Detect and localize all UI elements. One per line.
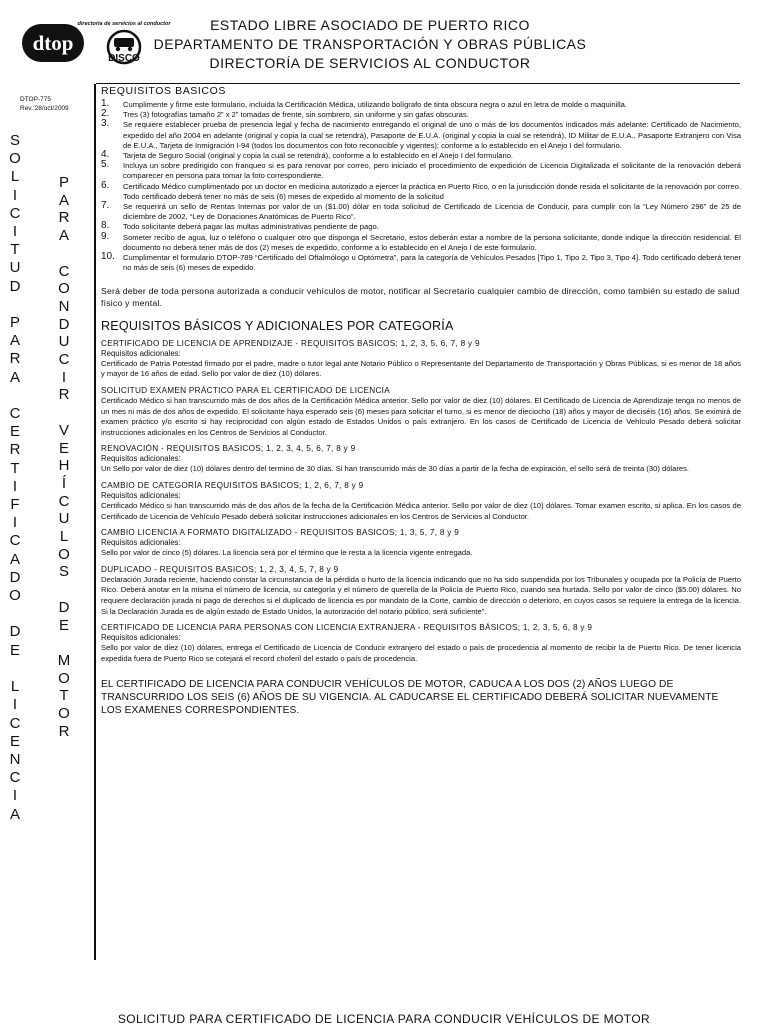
vertical-title-1-letter xyxy=(4,660,26,678)
vertical-title-1-letter: O xyxy=(9,150,21,168)
vertical-title-1-letter: L xyxy=(10,678,20,696)
category-label: Requisitos adicionales: xyxy=(101,454,181,464)
vertical-title-1-letter: A xyxy=(9,805,20,823)
vertical-title-2-letter: T xyxy=(59,687,69,705)
category-block xyxy=(101,338,741,380)
vertical-title-2-letter: S xyxy=(58,563,69,581)
requirement-number: 3. xyxy=(101,118,110,130)
requirement-item xyxy=(101,120,741,151)
vertical-title-1-letter xyxy=(4,605,26,623)
vertical-title-1-letter: T xyxy=(10,459,20,477)
category-title: CERTIFICADO DE LICENCIA PARA PERSONAS CON LICENCIA EXTRANJERA - REQUISITOS BÁSICOS; 1, 2, 3, 5, 6, 8 y 9 xyxy=(101,623,593,633)
vertical-title-1-letter: I xyxy=(12,186,18,204)
vertical-title-1-letter: A xyxy=(9,332,20,350)
category-title: DUPLICADO - REQUISITOS BASICOS; 1, 2, 3, 4, 5, 7, 8 y 9 xyxy=(101,564,339,574)
vertical-title-1-letter: I xyxy=(12,223,18,241)
vertical-title-1-letter: S xyxy=(9,132,20,149)
vertical-title-1-letter: A xyxy=(9,368,20,386)
vertical-title-1-letter: F xyxy=(10,496,20,514)
requirement-number: 8. xyxy=(101,220,110,232)
vertical-title-1-letter: N xyxy=(9,750,21,768)
form-number: DTOP-775 xyxy=(20,96,51,103)
form-revision: Rev. 28/oct/2009 xyxy=(20,105,69,112)
vertical-title-2-letter: I xyxy=(61,368,67,386)
requirement-item xyxy=(101,202,741,222)
requirement-text: Someter recibo de agua, luz o teléfono o cualquier otro que disponga el Secretario, estos deberán estar a nombre de la persona solicitante, donde indique la dirección residencial. El documento no deberá tener más de dos (2) meses de expedido, conforme a lo establecido en el Anejo I de este formulario. xyxy=(123,232,741,252)
vertical-title-2-letter: P xyxy=(58,174,69,191)
vertical-title-1-letter: D xyxy=(9,277,21,295)
title-line-2: DEPARTAMENTO DE TRANSPORTACIÓN Y OBRAS PÚBLICAS xyxy=(153,36,587,52)
page-footer: SOLICITUD PARA CERTIFICADO DE LICENCIA PARA CONDUCIR VEHÍCULOS DE MOTOR xyxy=(117,1012,651,1026)
category-list xyxy=(101,338,741,665)
vertical-title-1-letter: R xyxy=(9,441,21,459)
requirement-number: 5. xyxy=(101,159,110,171)
vertical-title-1-letter: U xyxy=(9,259,21,277)
requirement-item xyxy=(101,110,741,120)
category-body: Certificado Médico si han transcurrido más de dos años de la Certificación Médica anterior. Sello por valor de diez (10) dólares. El Certificado de Licencia de Aprendizaje tenga no menos de un mes ni más de dos años de expedido. El solicitante haya esperado seis (6) meses para solicitar el turno, si es menor de dieciocho (18) años y mayor de dieciséis (16) años. Se eximirá de examen práctico y/o escrito si hay reciprocidad con algún estado de Estados Unidos o país extranjero. En los casos de Certificado de Licencia de Vehículo Pesado deberá solicitar instrucciones adicionales en los Centros de Servicios al Conductor. xyxy=(101,396,741,437)
vertical-title-2-letter: O xyxy=(58,280,70,298)
vertical-title-2-letter: A xyxy=(58,227,69,245)
vertical-title-1-letter: I xyxy=(12,514,18,532)
category-body: Certificado Médico si han transcurrido más de dos años de la fecha de la Certificación Médica anterior. Sello por valor de diez (10) dólares. Tomar examen escrito, si aplica. En los casos de Certificado de Licencia de Vehículo Pesado deberá solicitar instrucciones adicionales en los Centros de Servicios al Conductor. xyxy=(101,501,741,521)
requirement-item xyxy=(101,100,741,110)
vertical-title-1-letter: I xyxy=(12,477,18,495)
requirement-number: 1. xyxy=(101,98,110,109)
page-header xyxy=(0,0,768,84)
vertical-title-2-letter: L xyxy=(59,528,69,546)
form-number-block xyxy=(20,95,69,113)
vertical-title-2-letter: V xyxy=(58,421,69,439)
requirement-text: Se requiere establecer prueba de presencia legal y fecha de nacimiento entregando el original de uno o más de los documentos indicados más adelante: Certificado de Nacimiento, expedido del año 2004 en adelante (original y copia la cual se retendrá), Pasaporte de E.U.A. (original y copia la cual se retendrá), ID Militar de E.U.A., Pasaporte Extranjero con Visa de E.U.A., Tarjeta de Inmigración I-94 (todos los documentos con foto reconocible y vigentes); conforme a lo establecido en el Anejo I del formulario. xyxy=(123,120,741,150)
vertical-title-2-letter: R xyxy=(58,209,70,227)
vertical-title-2-letter: D xyxy=(58,315,70,333)
vertical-title-2-letter: O xyxy=(58,705,70,723)
vertical-title-2-letter xyxy=(54,581,74,599)
category-title: SOLICITUD EXAMEN PRÁCTICO PARA EL CERTIFICADO DE LICENCIA xyxy=(101,386,391,396)
agency-titles xyxy=(150,16,590,73)
vertical-title-1-letter: D xyxy=(9,568,21,586)
vertical-title-1-letter: C xyxy=(9,769,21,787)
vertical-title-2-letter xyxy=(54,634,74,652)
vertical-title-2-letter: O xyxy=(58,669,70,687)
requirement-item xyxy=(101,230,741,253)
vertical-title-1-letter: C xyxy=(9,714,21,732)
requirement-item xyxy=(101,222,741,232)
category-title: CAMBIO LICENCIA A FORMATO DIGITALIZADO - REQUISITOS BASICOS; 1, 3, 5, 7, 8 y 9 xyxy=(101,528,460,538)
vertical-title-1-letter: C xyxy=(9,532,21,550)
vertical-title-1-letter xyxy=(4,296,26,314)
vertical-title-2-letter: E xyxy=(58,616,69,634)
vertical-title-1-letter: R xyxy=(9,350,21,368)
requirement-number: 9. xyxy=(101,230,110,242)
svg-text:dtop: dtop xyxy=(32,31,74,55)
vertical-title-1-letter: O xyxy=(9,587,21,605)
vertical-title-2-letter: E xyxy=(58,439,69,457)
vertical-title-1-letter: L xyxy=(10,168,20,186)
vertical-title-2-letter: C xyxy=(58,492,70,510)
category-title: CERTIFICADO DE LICENCIA DE APRENDIZAJE - REQUISITOS BASICOS; 1, 2, 3, 5, 6, 7, 8 y 9 xyxy=(101,338,480,348)
requirement-item xyxy=(101,151,741,161)
vertical-title-1-letter: E xyxy=(9,732,20,750)
svg-text:DISCO: DISCO xyxy=(108,53,140,64)
vertical-title-1-letter: P xyxy=(9,314,20,332)
vertical-title-2-letter: U xyxy=(58,333,70,351)
vertical-title-2-letter xyxy=(54,245,74,263)
requirement-text: Cumplimentar el formulario DTOP-789 “Certificado del Oftalmólogo u Optómetra”, para la categoría de Vehículos Pesados [Tipo 1, Tipo 2, Tipo 3, Tipo 4]. Todo certificado deberá tener no más de seis (6) meses de expedido. xyxy=(123,253,741,273)
requirement-text: Incluya un sobre predirigido con franqueo si es para renovar por correo, pero iniciado el procedimiento de expedición de Licencia Digitalizada el solicitante de la renovación deberá comparecer en persona para tomar la foto correspondiente. xyxy=(123,161,741,181)
requirement-item xyxy=(101,161,741,181)
vertical-title-2-letter: N xyxy=(58,297,70,315)
vertical-title-2-letter: H xyxy=(58,457,70,475)
vertical-title-1-letter: I xyxy=(12,696,18,714)
categories-heading: REQUISITOS BÁSICOS Y ADICIONALES POR CATEGORÍA xyxy=(101,318,454,333)
category-block xyxy=(101,385,741,438)
vertical-title-2-letter: D xyxy=(58,598,70,616)
category-label: Requisitos adicionales: xyxy=(101,348,181,358)
category-body: Sello por valor de diez (10) dólares, entrega el Certificado de Licencia de Conducir extranjero del estado o país de procedencia al momento de recibir la de Puerto Rico. De tener licencia expedida fuera de Puerto Rico se cotejará el record choferil del estado o país de procedencia. xyxy=(101,643,741,663)
category-label: Requisitos adicionales: xyxy=(101,633,181,643)
requirement-item xyxy=(101,179,741,202)
vertical-title-1-letter: C xyxy=(9,405,21,423)
vertical-title-1-letter: E xyxy=(9,423,20,441)
vertical-title-1-letter: A xyxy=(9,550,20,568)
vertical-title-2-letter: O xyxy=(58,545,70,563)
svg-text:directoria de servicios al con: directoria de servicios al conductor xyxy=(77,21,171,27)
requirement-text: Certificado Médico cumplimentado por un doctor en medicina autorizado a ejercer la práctica en Puerto Rico, o en la jurisdicción donde resida el solicitante de la renovación por correo. Todo certificado deberá tener no más de seis (6) meses de expedido al momento de la solicitud xyxy=(123,181,741,201)
vertical-title-2-letter: R xyxy=(58,722,70,740)
requirement-item xyxy=(101,253,741,273)
requirement-number: 4. xyxy=(101,149,110,161)
requirement-number: 6. xyxy=(101,179,110,191)
disco-logo xyxy=(77,18,171,68)
requirement-text: Todo solicitante deberá pagar las multas administrativas pendiente de pago. xyxy=(123,222,379,232)
category-block xyxy=(101,443,741,475)
title-line-3: DIRECTORÍA DE SERVICIOS AL CONDUCTOR xyxy=(209,55,531,71)
category-block xyxy=(101,564,741,617)
basic-requirements-list xyxy=(101,100,741,273)
vertical-title-1-letter: C xyxy=(9,204,21,222)
vertical-title-2-letter xyxy=(54,404,74,422)
vertical-title-2-letter: A xyxy=(58,191,69,209)
vertical-title-1-letter: I xyxy=(12,787,18,805)
main-content xyxy=(101,84,741,717)
vertical-title-1-letter: D xyxy=(9,623,21,641)
vertical-title-2-letter: M xyxy=(57,651,71,669)
vertical-title-2-letter: R xyxy=(58,386,70,404)
category-label: Requisitos adicionales: xyxy=(101,538,181,548)
category-body: Certificado de Patria Potestad firmado por el padre, madre o tutor legal ante Notario Público o Representante del Departamento de Transportación y Obras Públicas, si es menor de 18 años y mayor de 16 años de edad. Sello por valor de diez (10) dólares. xyxy=(101,358,741,379)
sidebar-divider xyxy=(94,84,96,960)
category-body: Declaración Jurada reciente, haciendo constar la circunstancia de la pérdida o hurto de la licencia indicando que no ha sido suspendida por los Tribunales y ocupada por la Policía de Puerto Rico. Deberá anotar en la misma el número de licencia, su categoría y el número de querella de la Policía de Puerto Rico, cuando sea hurtada. Sello por valor de cinco ($5.00) dólares. No requiere declaración jurada ni pago de derechos si el duplicado de licencia es por mandato de la Corte, cambio de dirección o deterioro, en cuyos casos se requiere la entrega de la licencia. Si la Declaración Jurada es de algún estado de Estado Unidos, la autorización del notario público, será suficiente”. xyxy=(101,574,741,616)
requirement-number: 2. xyxy=(101,108,110,120)
basic-requirements-heading: REQUISITOS BASICOS xyxy=(101,85,226,97)
category-title: CAMBIO DE CATEGORÍA REQUISITOS BASICOS; 1, 2, 6, 7, 8 y 9 xyxy=(101,481,364,491)
vertical-title-2-letter: Í xyxy=(61,474,67,492)
vertical-title-2 xyxy=(54,174,74,741)
change-notice: Será deber de toda persona autorizada a conducir vehículos de motor, notificar al Secretario cualquier cambio de dirección, como también su estado de salud físico y mental. xyxy=(101,286,740,308)
vertical-title-2-letter: C xyxy=(58,351,70,369)
category-title: RENOVACIÓN - REQUISITOS BASICOS; 1, 2, 3, 4, 5, 6, 7, 8 y 9 xyxy=(101,444,356,454)
category-block xyxy=(101,480,741,522)
category-body: Un Sello por valor de diez (10) dólares dentro del termino de 30 días. Si han transcurrido más de 30 días a partir de la fecha de expiración, el sello será de treinta (30) dólares. xyxy=(101,464,689,474)
requirement-text: Tarjeta de Seguro Social (original y copia la cual se retendrá), conforme a lo establecido en el Anejo I del formulario. xyxy=(123,151,514,161)
vertical-title-2-letter: C xyxy=(58,262,70,280)
vertical-title-2-letter: U xyxy=(58,510,70,528)
requirement-text: Se requerirá un sello de Rentas Internas por valor de un ($1.00) dólar en toda solicitud de Certificado de Licencia de Conducir, para cumplir con la “Ley Número 296” de 25 de diciembre de 2002, “Ley de Donaciones Anatómicas de Puerto Rico”. xyxy=(123,202,741,222)
category-block xyxy=(101,622,741,664)
vertical-title-1-letter: T xyxy=(10,241,20,259)
vertical-title-1-letter xyxy=(4,387,26,405)
vertical-title-1-letter: E xyxy=(9,641,20,659)
title-line-1: ESTADO LIBRE ASOCIADO DE PUERTO RICO xyxy=(210,17,530,33)
requirement-text: Tres (3) fotografías tamaño 2” x 2” tomadas de frente, sin sombrero, sin uniforme y sin gafas obscuras. xyxy=(123,110,469,120)
requirement-number: 7. xyxy=(101,200,110,212)
dtop-logo xyxy=(22,24,84,62)
category-label: Requisitos adicionales: xyxy=(101,491,181,501)
vertical-title-1 xyxy=(4,132,26,824)
category-body: Sello por valor de cinco (5) dólares. La licencia será por el término que le resta a la licencia vigente entregada. xyxy=(101,548,473,558)
requirement-number: 10. xyxy=(101,251,115,263)
category-block xyxy=(101,527,741,559)
expiration-notice: EL CERTIFICADO DE LICENCIA PARA CONDUCIR VEHÍCULOS DE MOTOR, CADUCA A LOS DOS (2) AÑOS LUEGO DE TRANSCURRIDO LOS SEIS (6) AÑOS DE SU VIGENCIA. AL CADUCARSE EL CERTIFICADO DEBERÁ SOLICITAR NUEVAMENTE LOS EXAMENES CORRESPONDIENTES. xyxy=(101,679,719,717)
requirement-text: Cumplimente y firme este formulario, incluida la Certificación Médica, utilizando bolígrafo de tinta obscura negra o azul en letra de molde o maquinilla. xyxy=(123,100,627,109)
